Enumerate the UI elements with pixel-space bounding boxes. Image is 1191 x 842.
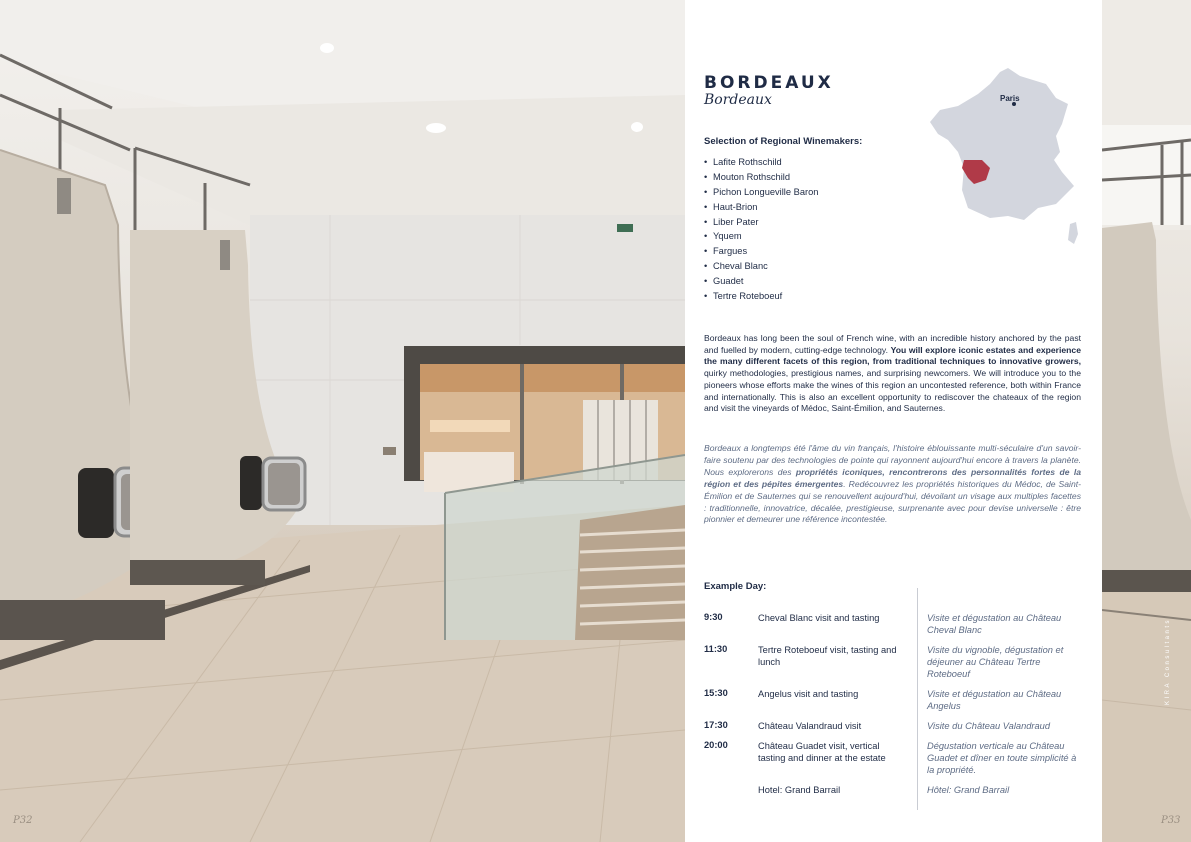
schedule-activity: Tertre Roteboeuf visit, tasting and lunch	[758, 645, 897, 667]
region-subtitle: Bordeaux	[704, 92, 772, 108]
france-map-svg	[928, 64, 1086, 248]
france-mainland	[930, 68, 1074, 220]
winemakers-heading: Selection of Regional Winemakers:	[704, 136, 863, 147]
schedule-time: 9:30	[704, 612, 723, 622]
schedule-time: 17:30	[704, 720, 728, 730]
corsica	[1068, 222, 1078, 244]
intro-french: Bordeaux a longtemps été l'âme du vin français, l'histoire éblouissante multi-séculaire d'un savoir-faire soutenu par des technologies de pointe qui rayonnent aujourd'hui encore à travers la planète. Nous explorerons des propriétés iconiques, rencontrerons des personnalités fortes de la région et des pépites émergentes. Redécouvrez les propriétés historiques du Médoc, de Saint-Émilion et de Sauternes qui se renouvellent aujourd'hui, dévoilant un visage aux multiples facettes : traditionnelle, innovatrice, décalée, prestigieuse, surprenante avec pour devise universelle : être pionnier et demeurer une référence incontestée.	[704, 443, 1081, 525]
france-map	[928, 64, 1086, 248]
page-number-left: P32	[13, 815, 33, 826]
winemaker-item: • Mouton Rothschild	[704, 171, 790, 182]
intro-english: Bordeaux has long been the soul of French wine, with an incredible history anchored by the past and fuelled by modern, cutting-edge technology. You will explore iconic estates and experience the many different facets of this region, from traditional techniques to innovative growers, quirky methodologies, prestigious names, and surprising newcomers. We will introduce you to the pioneers whose efforts make the wines of this region an uncontested reference, both within France and internationally. This is also an excellent opportunity to rediscover the chateaux of the region and visit the vineyards of Médoc, Saint-Émilion, and Sauternes.	[704, 333, 1081, 414]
schedule-time: 11:30	[704, 644, 728, 654]
schedule-activity-french: Dégustation verticale au Château Guadet et dîner en toute simplicité à la propriété.	[927, 741, 1077, 775]
winemaker-item: • Guadet	[704, 276, 744, 287]
hotel-label-french: Hôtel: Grand Barrail	[927, 785, 1010, 795]
brand-side-label: KIRA Consultants	[1165, 617, 1171, 705]
schedule-activity-french: Visite et dégustation au Château Cheval Blanc	[927, 613, 1062, 635]
cellar-illustration-right	[1102, 0, 1191, 842]
winemaker-item: • Pichon Longueville Baron	[704, 186, 819, 197]
schedule-activity: Angelus visit and tasting	[758, 689, 859, 699]
winemaker-item: • Haut-Brion	[704, 201, 758, 212]
paris-label: Paris	[1000, 94, 1020, 103]
column-divider	[917, 588, 918, 810]
schedule-activity: Château Guadet visit, vertical tasting and dinner at the estate	[758, 741, 886, 763]
region-title: BORDEAUX	[704, 73, 834, 93]
schedule-time: 15:30	[704, 688, 728, 698]
winemaker-item: • Yquem	[704, 231, 742, 242]
winemaker-item: • Liber Pater	[704, 216, 759, 227]
schedule-activity: Cheval Blanc visit and tasting	[758, 613, 880, 623]
cellar-photo-right	[1102, 0, 1191, 842]
schedule-activity-french: Visite et dégustation au Château Angelus	[927, 689, 1062, 711]
schedule-activity: Château Valandraud visit	[758, 721, 862, 731]
winemaker-item: • Lafite Rothschild	[704, 157, 782, 167]
example-day-heading: Example Day:	[704, 581, 767, 592]
schedule-time: 20:00	[704, 740, 728, 750]
hotel-label: Hotel: Grand Barrail	[758, 785, 841, 795]
schedule-activity-french: Visite du Château Valandraud	[927, 721, 1051, 731]
winemaker-item: • Tertre Roteboeuf	[704, 291, 783, 302]
winemaker-item: • Cheval Blanc	[704, 261, 768, 272]
page-number-right: P33	[1161, 815, 1181, 826]
winemaker-item: • Fargues	[704, 246, 748, 257]
winemaker-list	[704, 155, 818, 304]
schedule-activity-french: Visite du vignoble, dégustation et déjeuner au Château Tertre Roteboeuf	[927, 645, 1064, 679]
content-page	[685, 0, 1102, 842]
